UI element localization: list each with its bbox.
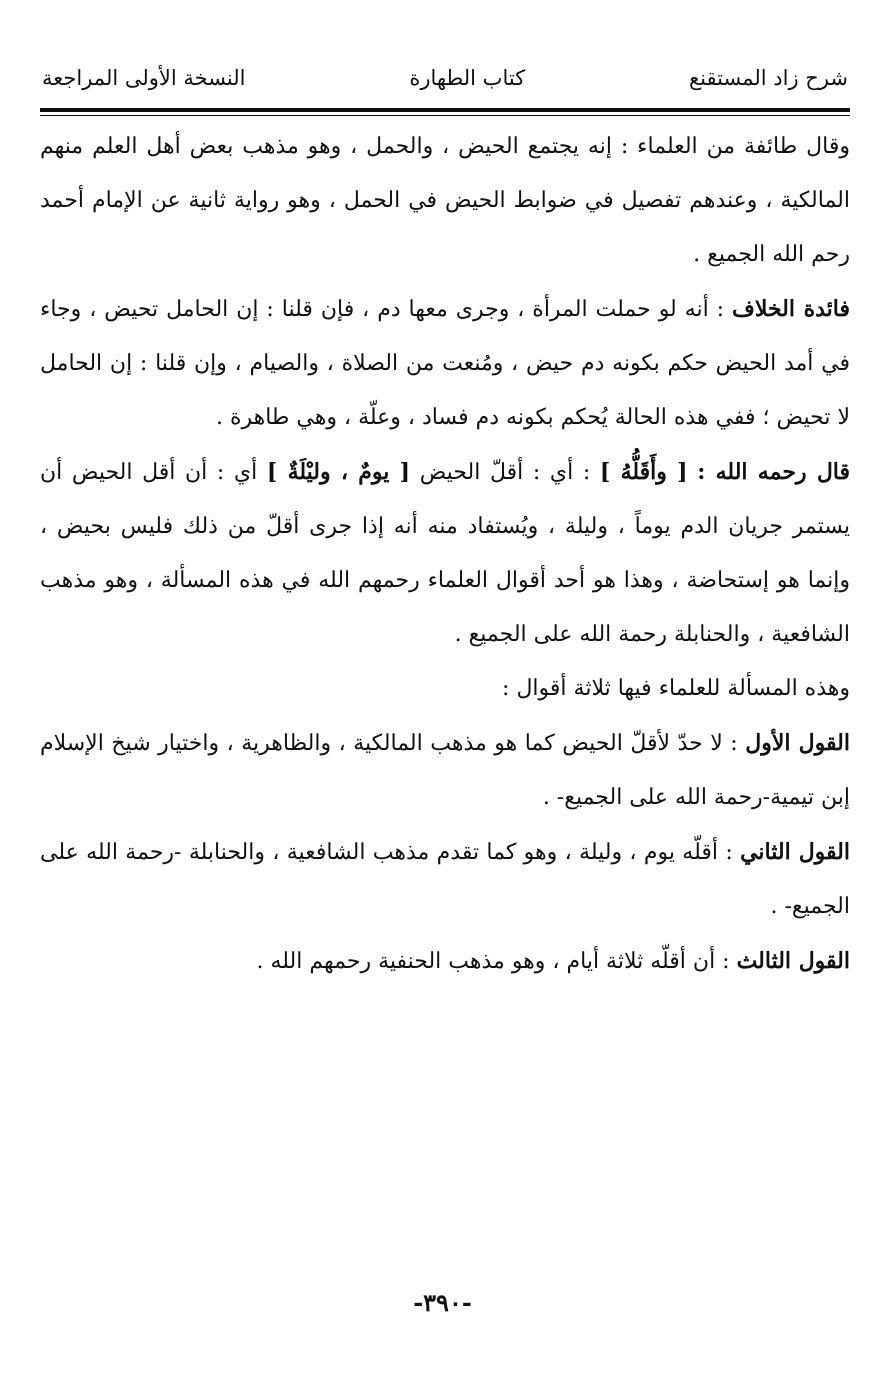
body-text [40, 120, 850, 989]
paragraph-5-lead: القول الأول [745, 730, 850, 756]
paragraph-7-text: : أن أقلّه ثلاثة أيام ، وهو مذهب الحنفية رحمهم الله . [256, 949, 737, 974]
header-edition-note: النسخة الأولى المراجعة [42, 66, 246, 90]
paragraph-3-mid: : أي : أقلّ الحيض [410, 460, 600, 485]
paragraph-7 [40, 934, 850, 989]
paragraph-2-text: : أنه لو حملت المرأة ، وجرى معها دم ، فإن قلنا : إن الحامل تحيض ، وجاء في أمد الحيض حكم بكونه دم حيض ، ومُنعت من الصلاة ، والصيام ، وإن قلنا : إن الحامل لا تحيض ؛ ففي هذه الحالة يُحكم بكونه دم فساد ، وعلّة ، وهي طاهرة . [40, 297, 850, 430]
matn-quote-2: [ يومٌ ، وليْلَةٌ ] [266, 459, 411, 485]
paragraph-4 [40, 662, 850, 716]
paragraph-1-text: وقال طائفة من العلماء : إنه يجتمع الحيض ، والحمل ، وهو مذهب بعض أهل العلم منهم المالكية ، وعندهم تفصيل في ضوابط الحيض في الحمل ، وهو رواية ثانية عن الإمام أحمد رحم الله الجميع . [40, 134, 850, 267]
paragraph-7-lead: القول الثالث [736, 948, 850, 974]
paragraph-5 [40, 716, 850, 825]
paragraph-6-text: : أقلّه يوم ، وليلة ، وهو كما تقدم مذهب الشافعية ، والحنابلة -رحمة الله على الجميع- . [40, 840, 850, 919]
paragraph-3-text: أي : أن أقل الحيض أن يستمر جريان الدم يوماً ، وليلة ، ويُستفاد منه أنه إذا جرى أقلّ من ذلك فليس بحيض ، وإنما هو إستحاضة ، وهذا هو أحد أقوال العلماء رحمهم الله في هذه المسألة ، وهو مذهب الشافعية ، والحنابلة رحمة الله على الجميع . [40, 460, 850, 647]
running-header [40, 50, 850, 106]
paragraph-3 [40, 445, 850, 662]
paragraph-6 [40, 825, 850, 934]
paragraph-5-text: : لا حدّ لأقلّ الحيض كما هو مذهب المالكية ، والظاهرية ، واختيار شيخ الإسلام إبن تيمية-رحمة الله على الجميع- . [40, 731, 850, 810]
header-rule-thick [40, 108, 850, 112]
page-number: -٣٩٠- [413, 1288, 472, 1317]
page [40, 50, 850, 989]
header-book-title: شرح زاد المستقنع [689, 66, 848, 90]
paragraph-3-lead: قال رحمه الله : [697, 459, 851, 485]
matn-quote-1: [ وأَقَلُّهُ ] [599, 459, 688, 485]
paragraph-4-text: وهذه المسألة للعلماء فيها ثلاثة أقوال : [502, 676, 850, 701]
paragraph-1 [40, 120, 850, 282]
paragraph-2-lead: فائدة الخلاف [732, 296, 851, 322]
paragraph-6-lead: القول الثاني [740, 839, 850, 865]
header-rule-thin [40, 115, 850, 116]
paragraph-2 [40, 282, 850, 445]
header-chapter-title: كتاب الطهارة [409, 66, 526, 90]
